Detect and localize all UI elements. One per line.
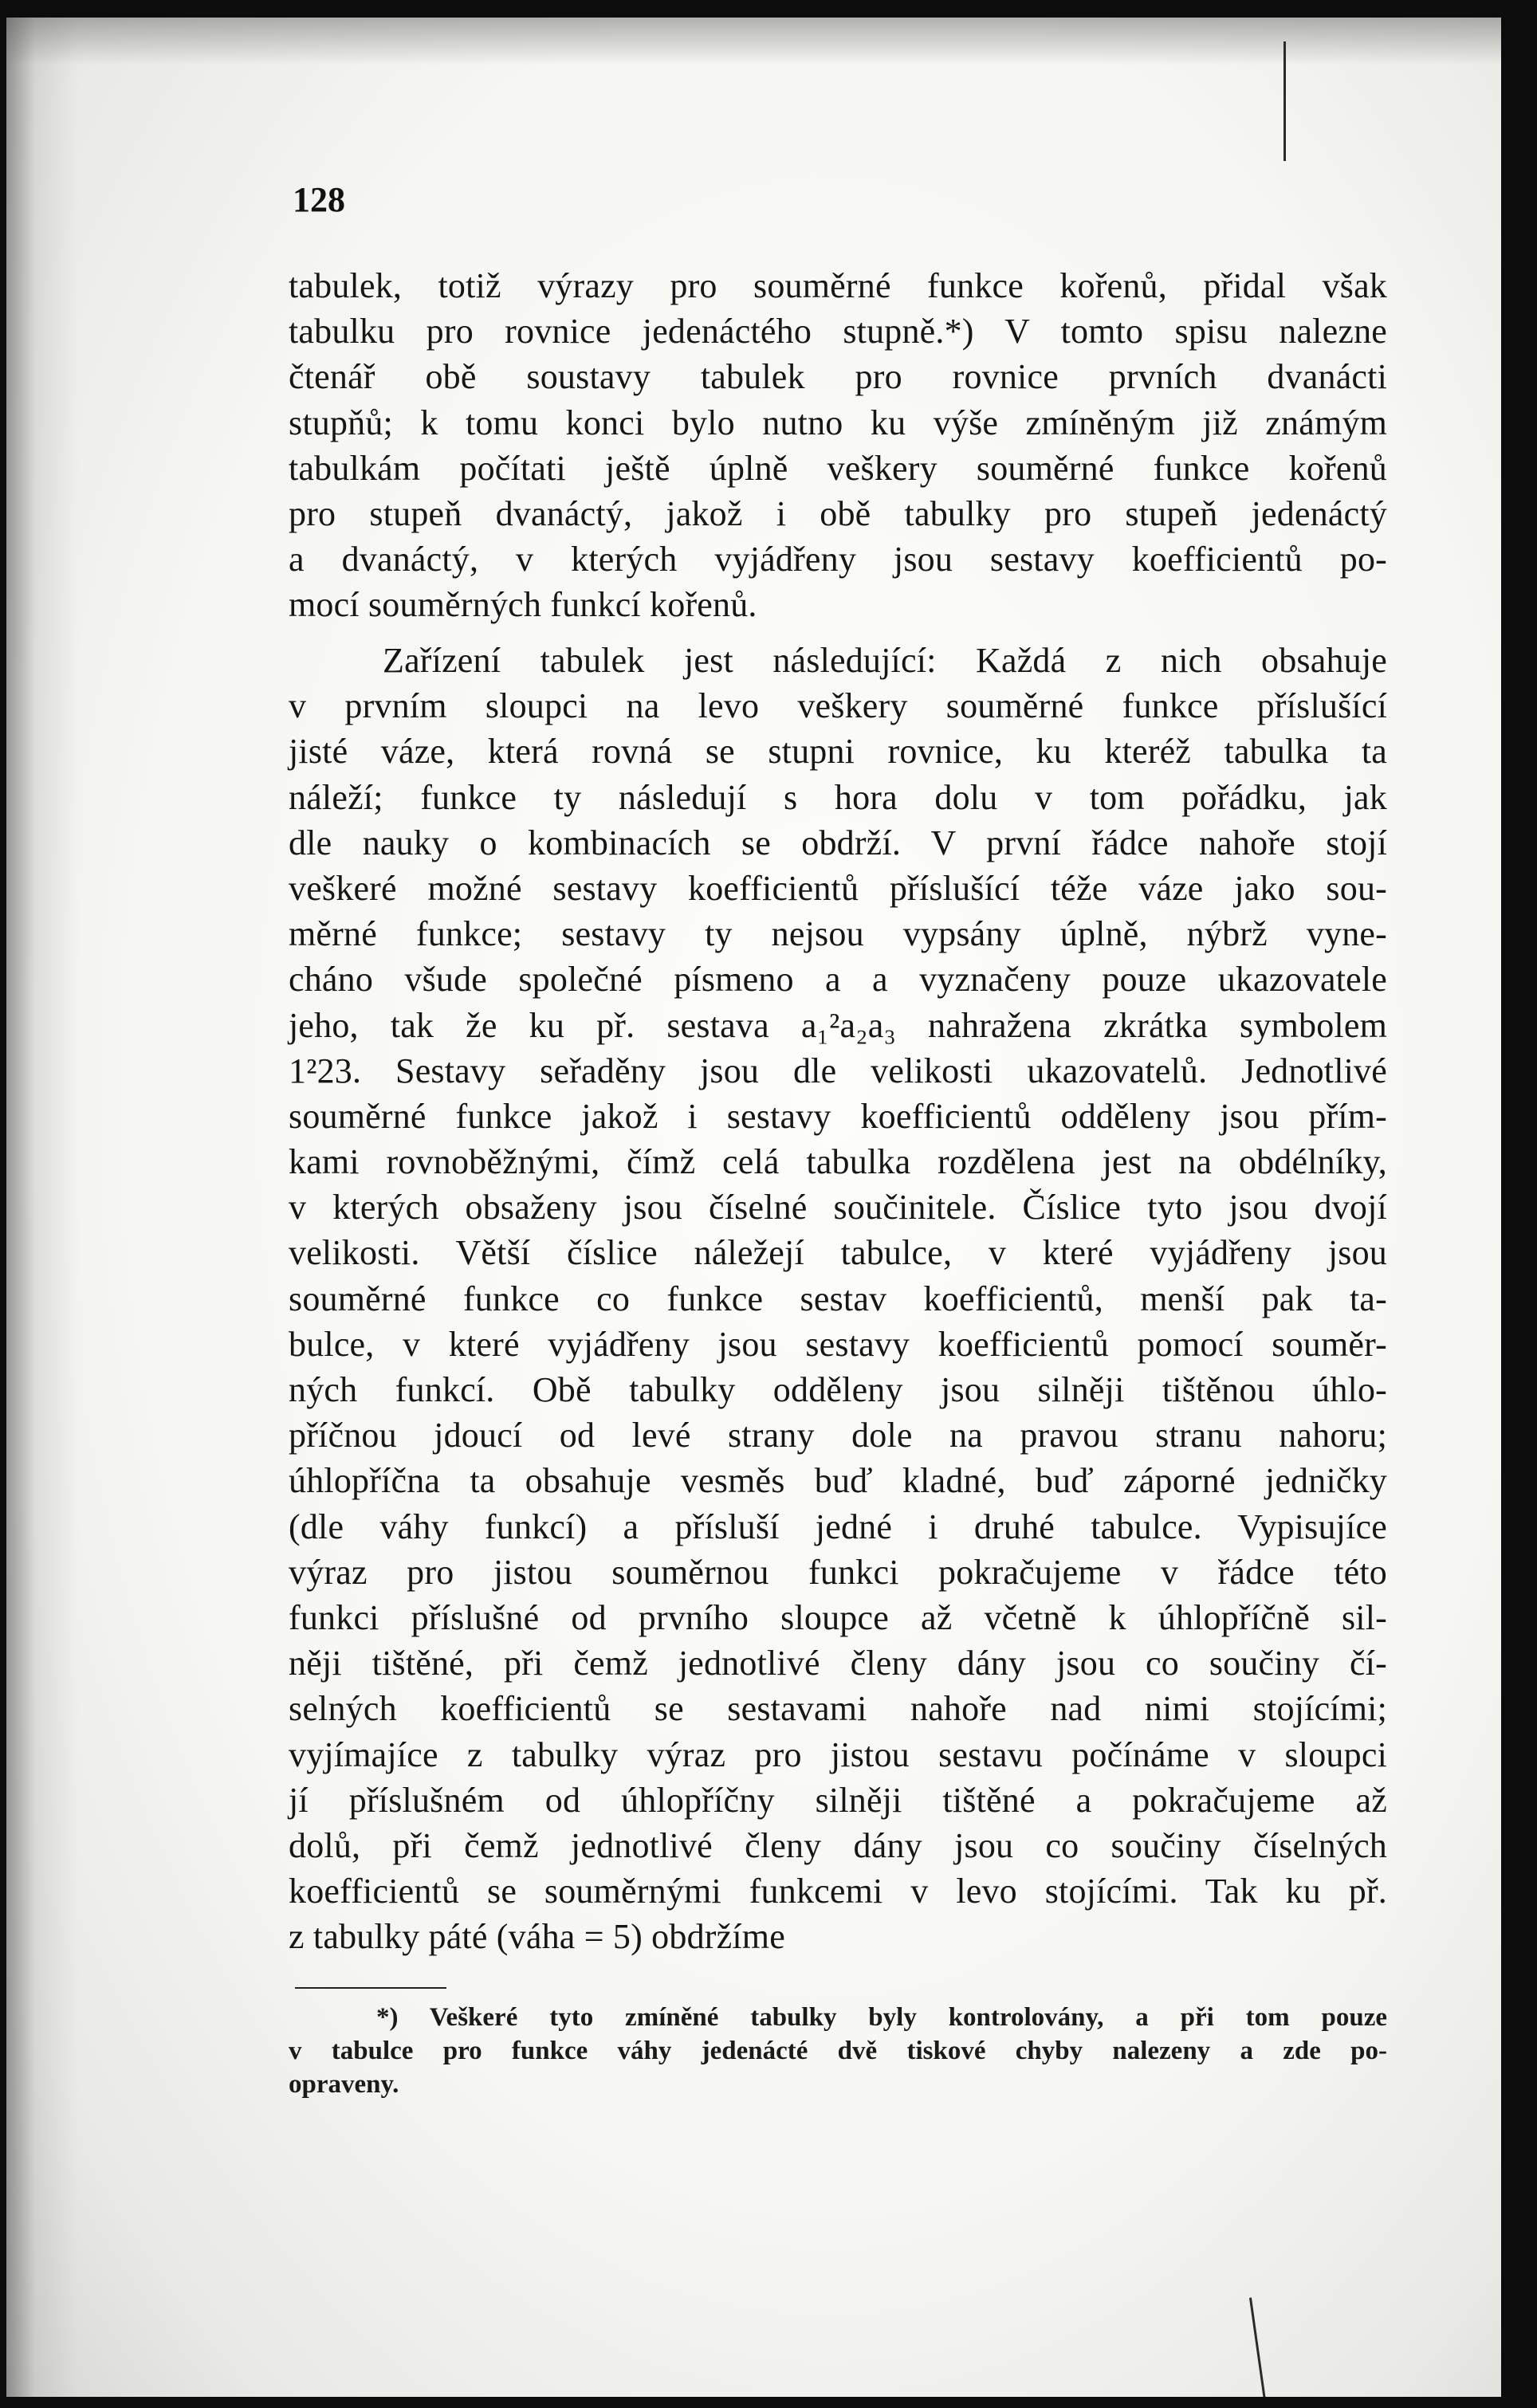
text-line: dolů, při čemž jednotlivé členy dány jsou co součiny číselných xyxy=(289,1825,1387,1865)
page-number: 128 xyxy=(293,180,345,219)
text-line: mocí souměrných funkcí kořenů. xyxy=(289,585,757,625)
text-line: jí příslušném od úhlopříčny silněji tištěné a pokračujeme až xyxy=(289,1780,1387,1820)
text-line: Zařízení tabulek jest následující: Každá z nich obsahuje xyxy=(383,641,1387,680)
text-line: souměrné funkce jakož i sestavy koefficientů odděleny jsou přím- xyxy=(289,1096,1387,1136)
text-line: výraz pro jistou souměrnou funkci pokračujeme v řádce této xyxy=(289,1552,1387,1592)
text-line: v prvním sloupci na levo veškery souměrné funkce příslušící xyxy=(289,686,1387,726)
text-line: úhlopříčna ta obsahuje vesměs buď kladné, buď záporné jedničky xyxy=(289,1461,1387,1501)
footnote-line: v tabulce pro funkce váhy jedenácté dvě tiskové chyby nalezeny a zde po- xyxy=(289,2037,1387,2065)
text-line: 1²23. Sestavy seřaděny jsou dle velikosti ukazovatelů. Jednotlivé xyxy=(289,1051,1387,1090)
text-line: čtenář obě soustavy tabulek pro rovnice prvních dvanácti xyxy=(289,357,1387,397)
footnote-line: opraveny. xyxy=(289,2070,399,2099)
text-line: jisté váze, která rovná se stupni rovnice, ku kteréž tabulka ta xyxy=(289,732,1387,772)
text-line: něji tištěné, při čemž jednotlivé členy dány jsou co součiny čí- xyxy=(289,1644,1387,1683)
footnote xyxy=(289,2001,1387,2101)
text-line: dle nauky o kombinacích se obdrží. V první řádce nahoře stojí xyxy=(289,823,1387,862)
text-line: kami rovnoběžnými, čímž celá tabulka rozdělena jest na obdélníky, xyxy=(289,1142,1387,1182)
text-line: tabulkám počítati ještě úplně veškery souměrné funkce kořenů xyxy=(289,448,1387,488)
text-line: měrné funkce; sestavy ty nejsou vypsány úplně, nýbrž vyne- xyxy=(289,914,1387,954)
text-line: souměrné funkce co funkce sestav koefficientů, menší pak ta- xyxy=(289,1279,1387,1318)
text-line: velikosti. Větší číslice náležejí tabulce, v které vyjádřeny jsou xyxy=(289,1233,1387,1273)
page-shadow-left xyxy=(6,18,78,2397)
text-line: ných funkcí. Obě tabulky odděleny jsou silněji tištěnou úhlo- xyxy=(289,1370,1387,1409)
text-line: cháno všude společné písmeno a a vyznačeny pouze ukazovatele xyxy=(289,960,1387,1000)
text-line: pro stupeň dvanáctý, jakož i obě tabulky pro stupeň jedenáctý xyxy=(289,493,1387,533)
text-line: příčnou jdoucí od levé strany dole na pravou stranu nahoru; xyxy=(289,1416,1387,1455)
footnote-separator xyxy=(295,1987,446,1989)
text-line: v kterých obsaženy jsou číselné součinitele. Číslice tyto jsou dvojí xyxy=(289,1188,1387,1228)
page-shadow-top xyxy=(6,18,1501,65)
text-line: (dle váhy funkcí) a přísluší jedné i druhé tabulce. Vypisujíce xyxy=(289,1506,1387,1546)
text-line: a dvanáctý, v kterých vyjádřeny jsou sestavy koefficientů po- xyxy=(289,540,1387,579)
text-line: jeho, tak že ku př. sestava a₁²a₂a₃ nahražena zkrátka symbolem xyxy=(289,1005,1387,1045)
paragraph-1 xyxy=(289,263,1387,628)
fold-mark-bottom xyxy=(1249,2297,1266,2397)
text-line: náleží; funkce ty následují s hora dolu v tom pořádku, jak xyxy=(289,777,1387,817)
paragraph-2 xyxy=(289,638,1387,1959)
text-line: veškeré možné sestavy koefficientů příslušící téže váze jako sou- xyxy=(289,868,1387,908)
footnote-line: *) Veškeré tyto zmíněné tabulky byly kontrolovány, a při tom pouze xyxy=(376,2003,1387,2032)
fold-mark-top xyxy=(1283,41,1286,161)
text-line: z tabulky páté (váha = 5) obdržíme xyxy=(289,1917,785,1957)
text-line: stupňů; k tomu konci bylo nutno ku výše zmíněným již známým xyxy=(289,403,1387,442)
text-line: funkci příslušné od prvního sloupce až včetně k úhlopříčně sil- xyxy=(289,1597,1387,1637)
text-line: bulce, v které vyjádřeny jsou sestavy koefficientů pomocí souměr- xyxy=(289,1324,1387,1364)
text-line: tabulku pro rovnice jedenáctého stupně.*) V tomto spisu nalezne xyxy=(289,312,1387,352)
text-line: koefficientů se souměrnými funkcemi v levo stojícími. Tak ku př. xyxy=(289,1872,1387,1911)
text-line: selných koefficientů se sestavami nahoře nad nimi stojícími; xyxy=(289,1689,1387,1729)
text-line: vyjímajíce z tabulky výraz pro jistou sestavu počínáme v sloupci xyxy=(289,1734,1387,1774)
text-line: tabulek, totiž výrazy pro souměrné funkce kořenů, přidal však xyxy=(289,266,1387,305)
